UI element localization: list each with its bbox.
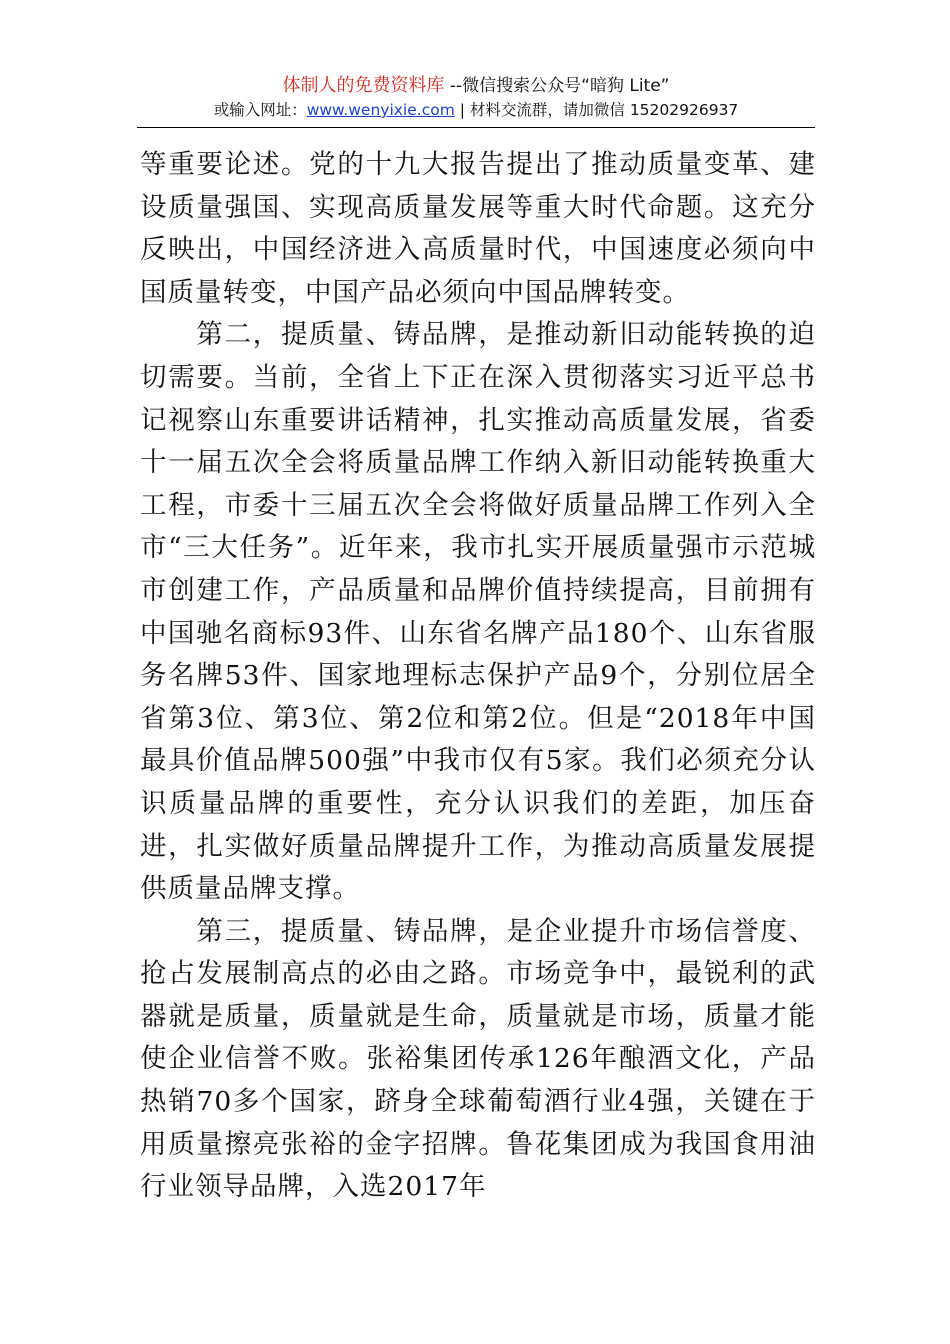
paragraph-2: 第二，提质量、铸品牌，是推动新旧动能转换的迫切需要。当前，全省上下正在深入贯彻落实习近平总书记视察山东重要讲话精神，扎实推动高质量发展，省委十一届五次全会将质量品牌工作纳入新旧动能转换重大工程，市委十三届五次全会将做好质量品牌工作列入全市“三大任务”。近年来，我市扎实开展质量强市示范城市创建工作，产品质量和品牌价值持续提高，目前拥有中国驰名商标93件、山东省名牌产品180个、山东省服务名牌53件、国家地理标志保护产品9个，分别位居全省第3位、第3位、第2位和第2位。但是“2018年中国最具价值品牌500强”中我市仅有5家。我们必须充分认识质量品牌的重要性，充分认识我们的差距，加压奋进，扎实做好质量品牌提升工作，为推动高质量发展提供质量品牌支撑。 <box>140 319 816 905</box>
paragraph-3: 第三，提质量、铸品牌，是企业提升市场信誉度、抢占发展制高点的必由之路。市场竞争中，最锐利的武器就是质量，质量就是生命，质量就是市场，质量才能使企业信誉不败。张裕集团传承126年酿酒文化，产品热销70多个国家，跻身全球葡萄酒行业4强，关键在于用质量擦亮张裕的金字招牌。鲁花集团成为我国食用油行业领导品牌，入选2017年 <box>140 915 816 1203</box>
brand-title: 体制人的免费资料库 <box>282 75 445 96</box>
url-prefix: 或输入网址： <box>213 101 307 119</box>
header-divider <box>137 127 815 128</box>
group-note: | 材料交流群，请加微信 15202926937 <box>454 101 739 119</box>
page-header <box>137 74 815 122</box>
header-tagline: --微信搜索公众号“暗狗 Lite” <box>444 76 670 96</box>
website-link[interactable]: www.wenyixie.com <box>306 101 455 119</box>
document-body <box>140 144 816 1209</box>
paragraph-1: 等重要论述。党的十九大报告提出了推动质量变革、建设质量强国、实现高质量发展等重大时代命题。这充分反映出，中国经济进入高质量时代，中国速度必须向中国质量转变，中国产品必须向中国品牌转变。 <box>140 149 816 308</box>
header-line-2 <box>137 98 815 122</box>
header-line-1 <box>137 74 815 98</box>
